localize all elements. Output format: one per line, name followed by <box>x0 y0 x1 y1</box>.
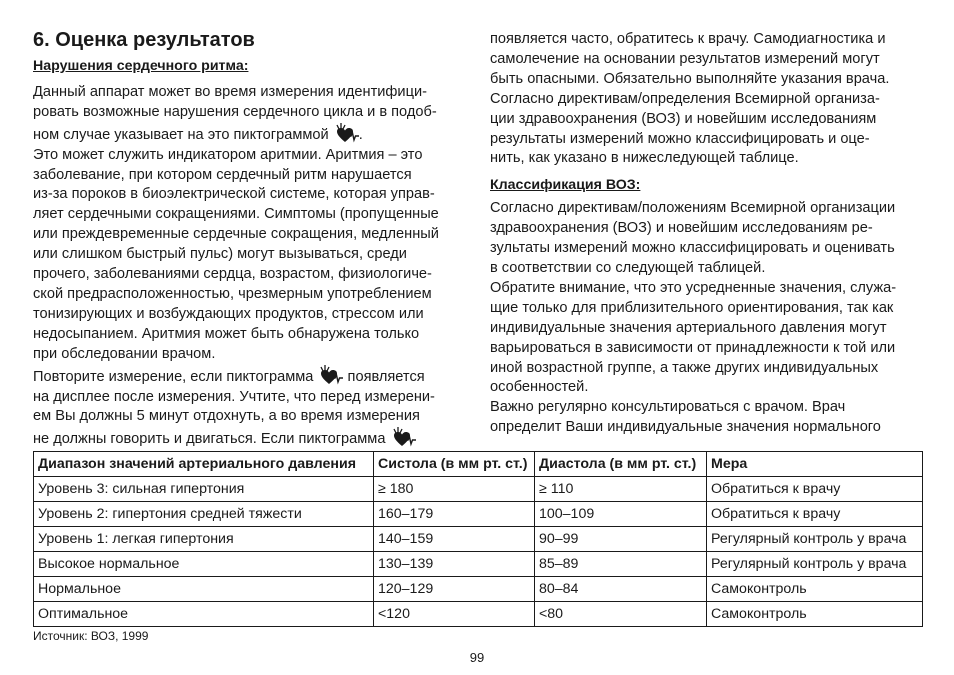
cell-diastolic: ≥ 110 <box>535 477 707 502</box>
cell-range: Уровень 1: легкая гипертония <box>34 527 374 552</box>
cell-range: Нормальное <box>34 577 374 602</box>
text-line-with-icon <box>33 123 465 146</box>
table-row <box>34 527 923 552</box>
cell-systolic: 160–179 <box>374 502 535 527</box>
text-fragment: не должны говорить и двигаться. Если пиктограмма <box>33 431 386 448</box>
text-line: Согласно директивам/положениям Всемирной организации <box>490 200 896 217</box>
heart-arrhythmia-icon <box>319 365 343 386</box>
text-line: индивидуальные значения артериального давления могут <box>490 319 887 336</box>
cell-range: Оптимальное <box>34 602 374 627</box>
text-line: результаты измерений можно классифицировать и оце- <box>490 130 870 147</box>
spacer <box>490 169 926 176</box>
text-fragment: ном случае указывает на это пиктограммой <box>33 126 329 143</box>
column-header-diastolic: Диастола (в мм рт. ст.) <box>535 452 707 477</box>
page-number: 99 <box>469 650 485 665</box>
heart-arrhythmia-icon <box>335 123 359 144</box>
text-line: ции здравоохранения (ВОЗ) и новейшим исследованиям <box>490 110 877 127</box>
cell-systolic: 130–139 <box>374 552 535 577</box>
cell-systolic: 120–129 <box>374 577 535 602</box>
text-line: зультаты измерений можно классифицировать и оценивать <box>490 240 895 257</box>
text-line: Это может служить индикатором аритмии. Аритмия – это <box>33 146 423 163</box>
cell-diastolic: 90–99 <box>535 527 707 552</box>
cell-diastolic: 85–89 <box>535 552 707 577</box>
text-line: нить, как указано в нижеследующей таблице. <box>490 150 799 167</box>
text-line: ляет сердечными сокращениями. Симптомы (пропущенные <box>33 206 439 223</box>
cell-diastolic: <80 <box>535 602 707 627</box>
column-header-systolic: Систола (в мм рт. ст.) <box>374 452 535 477</box>
cell-range: Уровень 2: гипертония средней тяжести <box>34 502 374 527</box>
text-line: особенностей. <box>490 379 589 396</box>
text-line: или слишком быстрый пульс) могут вызываться, среди <box>33 246 407 263</box>
text-line: при обследовании врачом. <box>33 345 216 362</box>
table-row <box>34 477 923 502</box>
text-line: Обратите внимание, что это усредненные значения, служа- <box>490 279 897 296</box>
table-row <box>34 502 923 527</box>
cell-measure: Регулярный контроль у врача <box>707 552 923 577</box>
cell-systolic: 140–159 <box>374 527 535 552</box>
source-note: Источник: ВОЗ, 1999 <box>33 629 149 643</box>
column-header-range: Диапазон значений артериального давления <box>34 452 374 477</box>
table-row <box>34 602 923 627</box>
cell-systolic: ≥ 180 <box>374 477 535 502</box>
text-fragment: . <box>358 126 363 143</box>
cell-measure: Обратиться к врачу <box>707 502 923 527</box>
section-title: 6. Оценка результатов <box>33 29 255 51</box>
text-line: щие только для приблизительного ориентирования, так как <box>490 299 894 316</box>
cell-range: Высокое нормальное <box>34 552 374 577</box>
text-line: ем Вы должны 5 минут отдохнуть, а во время измерения <box>33 408 420 425</box>
text-line: самолечение на основании результатов измерений могут <box>490 50 880 67</box>
text-line: варьироваться в зависимости от принадлежности к той или <box>490 339 896 356</box>
left-column <box>33 28 465 450</box>
text-line: недосыпанием. Аритмия может быть обнаружена только <box>33 325 420 342</box>
cell-systolic: <120 <box>374 602 535 627</box>
cell-diastolic: 80–84 <box>535 577 707 602</box>
text-line: ровать возможные нарушения сердечного цикла и в подоб- <box>33 103 437 120</box>
text-line: определит Ваши индивидуальные значения нормального <box>490 419 881 436</box>
text-line: на дисплее после измерения. Учтите, что перед измерени- <box>33 388 435 405</box>
text-line: Данный аппарат может во время измерения идентифици- <box>33 83 427 100</box>
text-line: в соответствии со следующей таблицей. <box>490 259 766 276</box>
cell-diastolic: 100–109 <box>535 502 707 527</box>
blood-pressure-classification-table <box>33 451 923 627</box>
text-line: быть опасными. Обязательно выполняйте указания врача. <box>490 70 890 87</box>
text-line: здравоохранения (ВОЗ) и новейшим исследованиям ре- <box>490 220 873 237</box>
text-line: прочего, заболеваниями сердца, возрастом, физиологиче- <box>33 266 432 283</box>
right-column <box>490 30 926 438</box>
cell-measure: Обратиться к врачу <box>707 477 923 502</box>
table-header-row <box>34 452 923 477</box>
text-line: или преждевременные сердечные сокращения, медленный <box>33 226 439 243</box>
column-header-measure: Мера <box>707 452 923 477</box>
text-line: ской предрасположенностью, чрезмерным употреблением <box>33 285 432 302</box>
text-line: тонизирующих и возбуждающих продуктов, стрессом или <box>33 305 424 322</box>
table-row <box>34 552 923 577</box>
text-fragment: Повторите измерение, если пиктограмма <box>33 368 314 385</box>
text-line-with-icon <box>33 365 465 388</box>
cell-range: Уровень 3: сильная гипертония <box>34 477 374 502</box>
text-fragment: появляется <box>347 368 425 385</box>
cell-measure: Самоконтроль <box>707 602 923 627</box>
who-classification-subheading: Классификация ВОЗ: <box>490 177 641 194</box>
text-line: Важно регулярно консультироваться с врачом. Врач <box>490 399 846 416</box>
cell-measure: Самоконтроль <box>707 577 923 602</box>
text-line: появляется часто, обратитесь к врачу. Самодиагностика и <box>490 31 886 47</box>
text-line-with-icon <box>33 427 465 450</box>
cell-measure: Регулярный контроль у врача <box>707 527 923 552</box>
text-line: Согласно директивам/определения Всемирной организа- <box>490 90 880 107</box>
arrhythmia-subheading: Нарушения сердечного ритма: <box>33 58 249 74</box>
text-line: заболевание, при котором сердечный ритм нарушается <box>33 166 412 183</box>
table-row <box>34 577 923 602</box>
text-line: иной возрастной группе, а также других индивидуальных <box>490 359 879 376</box>
heart-arrhythmia-icon <box>392 427 416 448</box>
text-line: из-за пороков в биоэлектрической системе, которая управ- <box>33 186 435 203</box>
